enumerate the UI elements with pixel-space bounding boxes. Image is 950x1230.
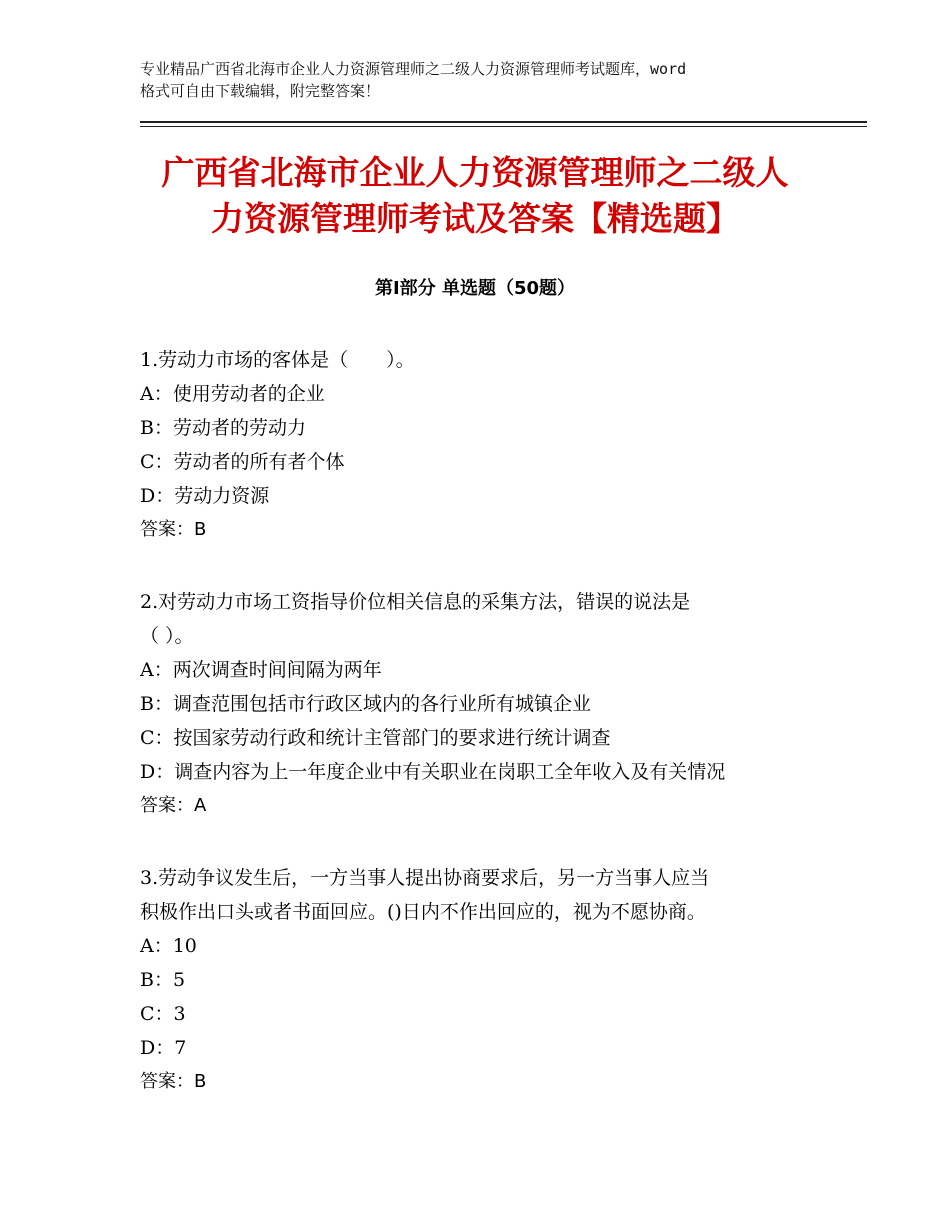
option-d: D：调查内容为上一年度企业中有关职业在岗职工全年收入及有关情况	[140, 761, 726, 783]
answer: 答案：B	[140, 519, 207, 540]
question-list	[140, 343, 820, 1137]
question-text	[140, 861, 820, 929]
header-note	[140, 58, 830, 102]
option-b: B：调查范围包括市行政区域内的各行业所有城镇企业	[140, 693, 591, 715]
option-a: A：两次调查时间间隔为两年	[140, 659, 382, 681]
answer: 答案：A	[140, 795, 207, 816]
option-a: A：10	[140, 935, 197, 957]
option-b: B：5	[140, 969, 186, 991]
question-text-line: 1.劳动力市场的客体是（ ）。	[140, 349, 415, 371]
question-text-line: 2.对劳动力市场工资指导价位相关信息的采集方法，错误的说法是	[140, 591, 691, 613]
option-b: B：劳动者的劳动力	[140, 417, 306, 439]
question-text-line: 3.劳动争议发生后，一方当事人提出协商要求后，另一方当事人应当	[140, 867, 710, 889]
question-2	[140, 585, 820, 823]
option-c: C：3	[140, 1003, 186, 1025]
header-divider-thin	[140, 126, 867, 127]
option-d: D：劳动力资源	[140, 485, 270, 507]
question-text-line: 积极作出口头或者书面回应。()日内不作出回应的，视为不愿协商。	[140, 901, 706, 923]
option-c: C：劳动者的所有者个体	[140, 451, 345, 473]
question-1	[140, 343, 820, 547]
answer: 答案：B	[140, 1071, 207, 1092]
document-title-line-1: 广西省北海市企业人力资源管理师之二级人	[161, 153, 789, 192]
document-title	[130, 150, 820, 242]
header-note-line-2: 格式可自由下载编辑，附完整答案！	[140, 82, 381, 100]
section-title: 第Ⅰ部分 单选题（50题）	[374, 278, 575, 299]
option-a: A：使用劳动者的企业	[140, 383, 325, 405]
question-3	[140, 861, 820, 1099]
document-title-line-2: 力资源管理师考试及答案【精选题】	[211, 199, 739, 238]
header-divider-thick	[140, 121, 867, 123]
question-text-line: （ ）。	[140, 625, 194, 647]
option-c: C：按国家劳动行政和统计主管部门的要求进行统计调查	[140, 727, 611, 749]
header-note-line-1: 专业精品广西省北海市企业人力资源管理师之二级人力资源管理师考试题库，word	[140, 60, 687, 78]
question-text	[140, 585, 820, 653]
option-d: D：7	[140, 1037, 187, 1059]
question-text	[140, 343, 820, 377]
